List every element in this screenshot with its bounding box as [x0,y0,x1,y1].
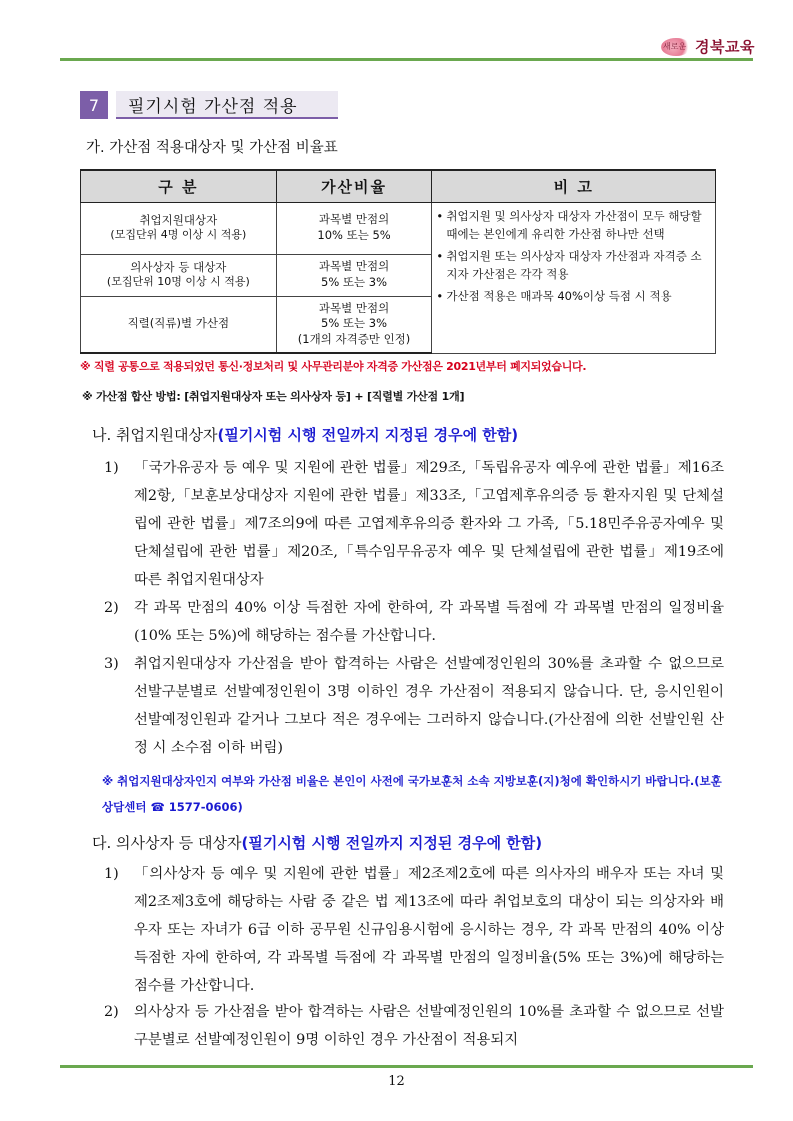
table-cell-rate [276,296,432,353]
warning-summation: ※ 가산점 합산 방법: [취업지원대상자 또는 의사상자 등] + [직렬별 가산점 1개] [82,390,465,403]
list-item [104,998,724,1054]
item-text: 취업지원대상자 가산점을 받아 합격하는 사람은 선발예정인원의 30%를 초과할 수 없으므로 선발구분별로 선발예정인원이 3명 이하인 경우 가산점이 적용되지 않습니다. 단, 응시인원이 선발예정인원과 같거나 그보다 적은 경우에는 그러하지 않습니다.(가산점에 의한 선발인원 산정 시 소수점 이하 버림) [134,656,724,756]
item-number: 3) [104,656,119,672]
category-sub: (모집단위 4명 이상 시 적용) [110,228,247,242]
rate-line: 10% 또는 5% [317,228,391,242]
section-title [80,91,338,119]
na-highlight: (필기시험 시행 전일까지 지정된 경우에 한함) [217,426,519,444]
item-number: 1) [104,866,119,882]
note-item: • 취업지원 및 의사상자 대상자 가산점이 모두 해당할 때에는 본인에게 유리한 가산점 하나만 선택 [436,207,711,244]
table-row [81,202,716,254]
da-highlight: (필기시험 시행 전일까지 지정된 경우에 한함) [241,834,543,852]
subsection-ga-heading: 가. 가산점 적용대상자 및 가산점 비율표 [86,140,338,156]
table-header-rate: 가산비율 [276,170,432,202]
subsection-na-heading [92,424,518,445]
list-item [104,860,724,1000]
category-label: 취업지원대상자 [139,212,218,227]
table-header-row [81,170,716,202]
category-label: 의사상자 등 대상자 [130,259,227,274]
note-text: 취업지원 또는 의사상자 대상자 가산점과 자격증 소지자 가산점은 각각 적용 [446,248,702,282]
item-text: 각 과목 만점의 40% 이상 득점한 자에 한하여, 각 과목별 득점에 각 과목별 만점의 일정비율(10% 또는 5%)에 해당하는 점수를 가산합니다. [134,600,724,644]
rate-line: 과목별 만점의 [318,259,390,274]
item-number: 2) [104,600,119,616]
item-text: 「의사상자 등 예우 및 지원에 관한 법률」제2조제2호에 따른 의사자의 배우자 또는 자녀 및 제2조제3호에 해당하는 사람 중 같은 법 제13조에 따라 취업보호의 대상이 되는 의상자와 배우자 또는 자녀가 6급 이하 공무원 신규임용시험에 응시하는 경우, 각 과목 만점의 40% 이상 득점한 자에 한하여, 각 과목별 득점에 각 과목별 만점의 일정비율(5% 또는 3%)에 해당하는 점수를 가산합니다. [134,866,724,994]
section-label: 필기시험 가산점 적용 [116,91,338,119]
item-number: 1) [104,460,119,476]
na-label: 나. 취업지원대상자 [92,426,218,444]
rate-line: (1개의 자격증만 인정) [297,332,411,346]
note-text: 가산점 적용은 매과목 40%이상 득점 시 적용 [446,289,672,303]
note-item: • 가산점 적용은 매과목 40%이상 득점 시 적용 [436,287,711,306]
bottom-divider [60,1065,753,1068]
rate-line: 과목별 만점의 [318,212,390,227]
bonus-rate-table [80,169,716,354]
category-sub: (모집단위 10명 이상 시 적용) [106,275,250,289]
logo-text: 경북교육 [695,38,755,56]
section-number: 7 [80,91,108,119]
rate-line: 과목별 만점의 [318,300,390,315]
item-number: 2) [104,1004,119,1020]
item-text: 「국가유공자 등 예우 및 지원에 관한 법률」제29조,「독립유공자 예우에 관한 법률」제16조제2항,「보훈보상대상자 지원에 관한 법률」제33조,「고엽제후유의증 등 환자지원 및 단체설립에 관한 법률」제7조의9에 따른 고엽제후유의증 환자와 그 가족,「5.18민주유공자예우 및 단체설립에 관한 법률」제20조,「특수임무유공자 예우 및 단체설립에 관한 법률」제19조에 따른 취업지원대상자 [134,460,724,588]
rate-line: 5% 또는 3% [321,316,388,331]
subsection-da-heading [92,832,542,853]
warning-abolished: ※ 직렬 공통으로 적용되었던 통신·정보처리 및 사무관리분야 자격증 가산점은 2021년부터 폐지되었습니다. [80,360,587,373]
table-header-category: 구 분 [81,170,277,202]
veterans-contact-note: ※ 취업지원대상자인지 여부와 가산점 비율은 본인이 사전에 국가보훈처 소속 지방보훈(지)청에 확인하시기 바랍니다.(보훈상담센터 ☎ 1577-0606) [102,774,722,814]
table-cell-category [81,202,277,254]
top-divider [60,58,753,61]
table-cell-rate [276,254,432,296]
table-cell-notes [432,202,716,353]
page-number: 12 [388,1074,405,1089]
table-cell-category [81,296,277,353]
list-item [104,594,724,650]
list-item [104,650,724,762]
da-label: 다. 의사상자 등 대상자 [92,834,242,852]
logo-flower-icon [661,38,691,56]
table-cell-rate [276,202,432,254]
table-cell-category [81,254,277,296]
note-text: 취업지원 및 의사상자 대상자 가산점이 모두 해당할 때에는 본인에게 유리한 가산점 하나만 선택 [446,208,702,242]
note-item: • 취업지원 또는 의사상자 대상자 가산점과 자격증 소지자 가산점은 각각 적용 [436,247,711,284]
logo-small-text: 새로운 [663,41,687,51]
header-logo [661,36,755,57]
rate-line: 5% 또는 3% [321,275,388,289]
table-header-notes: 비 고 [432,170,716,202]
list-item [104,454,724,594]
item-text: 의사상자 등 가산점을 받아 합격하는 사람은 선발예정인원의 10%를 초과할 수 없으므로 선발구분별로 선발예정인원이 9명 이하인 경우 가산점이 적용되지 [134,1004,724,1048]
category-label: 직렬(직류)별 가산점 [127,316,230,331]
